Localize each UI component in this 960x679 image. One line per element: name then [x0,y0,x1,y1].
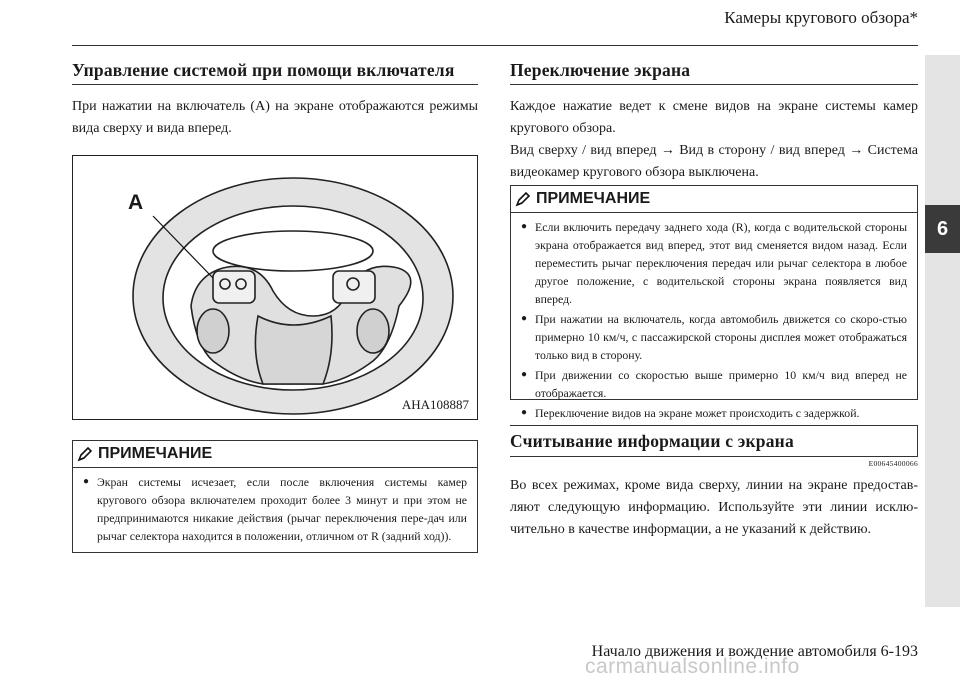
note-header [73,441,477,468]
note-heading: ПРИМЕЧАНИЕ [536,190,651,207]
chapter-side-tab [925,55,960,607]
page-header-title: Камеры кругового обзора* [724,8,918,27]
paragraph-view-change: Каждое нажатие ведет к смене видов на экране системы камер кругового обзора. [510,99,918,136]
paragraph-screen-lines: Во всех режимах, кроме вида сверху, линии на экране предостав-ляют следующую информацию. Используйте эти линии исклю-чительно в качестве информации, а не указаний к действию. [510,478,918,537]
note-box-right [510,185,918,420]
section-title-switch-control: Управление системой при помощи включателя [72,60,455,80]
section-code: E00645400066 [868,459,918,468]
note-item: ● Экран системы исчезает, если после включения системы камер кругового обзора включателем проходит более 3 минут и при этом не предпринимаются никакие действия (рычаг переключения пере-дач или рычаг селектора находится в положении, отличном от R (задний ход)). [83,473,467,545]
pen-icon [77,446,93,462]
note-header [511,186,917,213]
header-rule [72,45,918,46]
note-heading: ПРИМЕЧАНИЕ [98,445,213,462]
note-item: ● При нажатии на включатель, когда автомобиль движется со скоро-стью примерно 10 км/ч, с пассажирской стороны дисплея может отображаться только вид в сторону. [521,310,907,364]
callout-label-a: A [128,191,144,214]
section-rule [72,84,478,85]
note-item: ● При движении со скоростью выше примерно 10 км/ч вид вперед не отображается. [521,366,907,402]
figure-code: AHA108887 [401,397,469,412]
intro-paragraph: При нажатии на включатель (A) на экране отображаются режимы вида сверху и вида вперед. [72,99,478,136]
note-box-left [72,440,478,553]
section-rule [510,84,918,85]
paragraph-view-sequence: Вид сверху / вид вперед → Вид в сторону / вид вперед → Система видеокамер кругового обзора выключена. [510,143,918,180]
pen-icon [515,191,531,207]
steering-wheel-figure [72,155,478,420]
section-title-screen-info: Считывание информации с экрана [510,430,794,451]
note-list [73,468,477,553]
chapter-number: 6 [925,205,960,253]
page-footer: Начало движения и вождение автомобиля 6-193 [591,643,918,660]
note-item: ● Если включить передачу заднего хода (R), когда с водительской стороны экрана отображается вид вперед, этот вид сменяется видом назад. Если переместить рычаг переключения передач или рычаг селектора в любое другое положение, с водительской стороны экрана появляется вид вперед. [521,218,907,308]
section-title-screen-switching: Переключение экрана [510,60,691,80]
note-list [511,213,917,430]
watermark: carmanualsonline.info [585,655,800,678]
note-item: ● Переключение видов на экране может происходить с задержкой. [521,404,907,422]
section-title-box-screen-info [510,425,918,457]
